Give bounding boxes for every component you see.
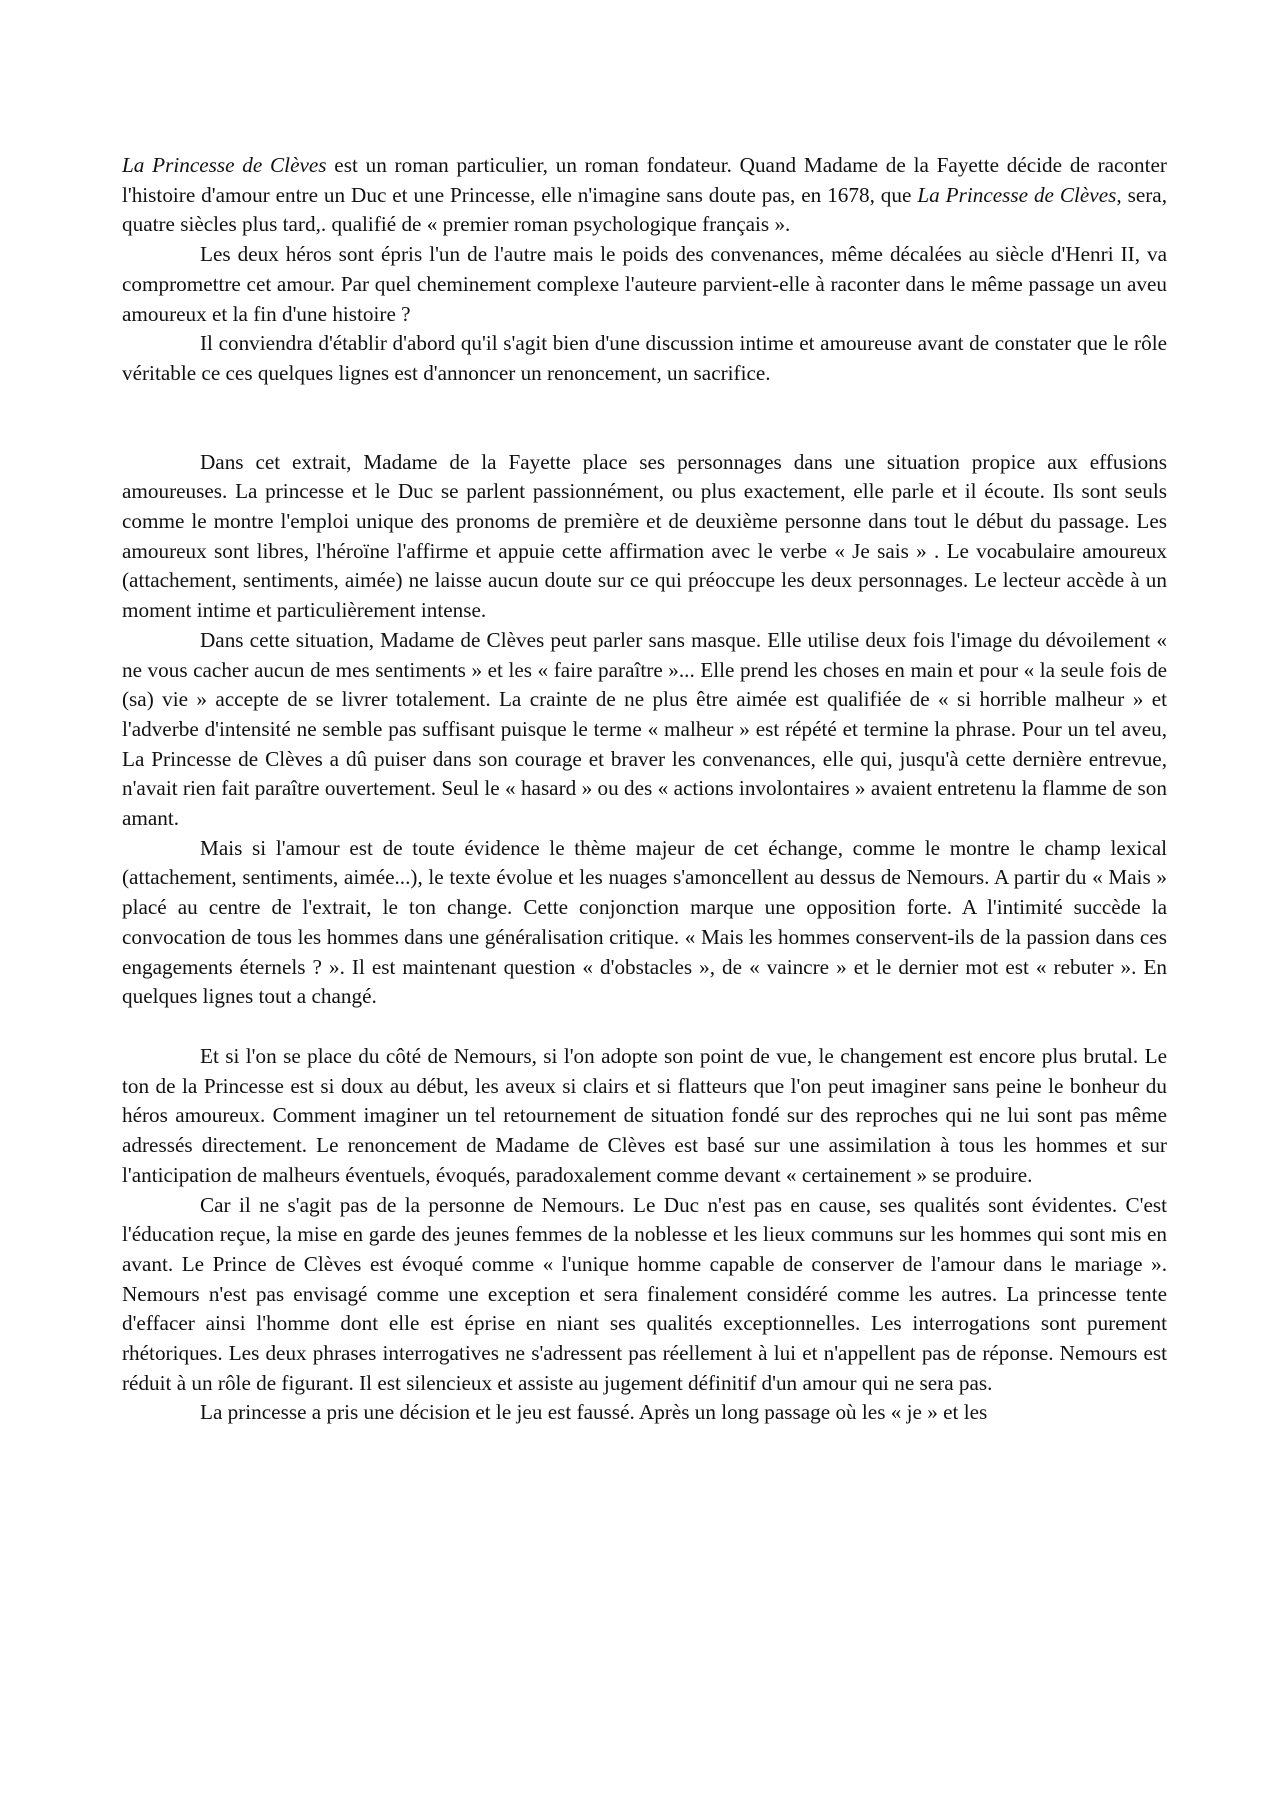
section-gap	[122, 389, 1167, 448]
intro-paragraph-2: Les deux héros sont épris l'un de l'autre mais le poids des convenances, même décalées au siècle d'Henri II, va compromettre cet amour. Par quel cheminement complexe l'auteure parvient-elle à raconter dans le même passage un aveu amoureux et la fin d'une histoire ?	[122, 242, 1167, 326]
intro-paragraph-1: La Princesse de Clèves est un roman particulier, un roman fondateur. Quand Madame de la Fayette décide de raconter l'histoire d'amour entre un Duc et une Princesse, elle n'imagine sans doute pas, en 1678, que La Princesse de Clèves, sera, quatre siècles plus tard,. qualifié de « premier roman psychologique français ».	[122, 153, 1167, 237]
essay-text	[122, 151, 1167, 1428]
novel-title: La Princesse de Clèves	[917, 182, 1117, 207]
part2-paragraph-1: Et si l'on se place du côté de Nemours, si l'on adopte son point de vue, le changement est encore plus brutal. Le ton de la Princesse est si doux au début, les aveux si clairs et si flatteurs que l'on peut imaginer sans peine le bonheur du héros amoureux. Comment imaginer un tel retournement de situation fondé sur des reproches qui ne lui sont pas même adressés directement. Le renoncement de Madame de Clèves est basé sur une assimilation à tous les hommes et sur l'anticipation de malheurs éventuels, évoqués, paradoxalement comme devant « certainement » se produire.	[122, 1043, 1167, 1187]
part2-paragraph-3: La princesse a pris une décision et le jeu est faussé. Après un long passage où les « je » et les	[200, 1400, 988, 1425]
novel-title: La Princesse de Clèves	[122, 153, 327, 177]
part2-paragraph-2: Car il ne s'agit pas de la personne de Nemours. Le Duc n'est pas en cause, ses qualités sont évidentes. C'est l'éducation reçue, la mise en garde des jeunes femmes de la noblesse et les lieux communs sur les hommes qui sont mis en avant. Le Prince de Clèves est évoqué comme « l'unique homme capable de conserver de l'amour dans le mariage ». Nemours n'est pas envisagé comme une exception et sera finalement considéré comme les autres. La princesse tente d'effacer ainsi l'homme dont elle est éprise en niant ses qualités exceptionnelles. Les interrogations sont purement rhétoriques. Les deux phrases interrogatives ne s'adressent pas réellement à lui et n'appellent pas de réponse. Nemours est réduit à un rôle de figurant. Il est silencieux et assiste au jugement définitif d'un amour qui ne sera pas.	[122, 1192, 1167, 1395]
part1-paragraph-1: Dans cet extrait, Madame de la Fayette place ses personnages dans une situation propice aux effusions amoureuses. La princesse et le Duc se parlent passionnément, ou plus exactement, elle parle et il écoute. Ils sont seuls comme le montre l'emploi unique des pronoms de première et de deuxième personne dans tout le début du passage. Les amoureux sont libres, l'héroïne l'affirme et appuie cette affirmation avec le verbe « Je sais » . Le vocabulaire amoureux (attachement, sentiments, aimée) ne laisse aucun doute sur ce qui préoccupe les deux personnages. Le lecteur accède à un moment intime et particulièrement intense.	[122, 449, 1167, 623]
part1-paragraph-3: Mais si l'amour est de toute évidence le thème majeur de cet échange, comme le montre le champ lexical (attachement, sentiments, aimée...), le texte évolue et les nuages s'amoncellent au dessus de Nemours. A partir du « Mais » placé au centre de l'extrait, le ton change. Cette conjonction marque une opposition forte. A l'intimité succède la convocation de tous les hommes dans une généralisation critique. « Mais les hommes conservent-ils de la passion dans ces engagements éternels ? ». Il est maintenant question « d'obstacles », de « vaincre » et le dernier mot est « rebuter ». En quelques lignes tout a changé.	[122, 835, 1167, 1009]
intro-paragraph-3: Il conviendra d'établir d'abord qu'il s'agit bien d'une discussion intime et amoureuse avant de constater que le rôle véritable ce ces quelques lignes est d'annoncer un renoncement, un sacrifice.	[122, 331, 1167, 385]
part1-paragraph-2: Dans cette situation, Madame de Clèves peut parler sans masque. Elle utilise deux fois l'image du dévoilement « ne vous cacher aucun de mes sentiments » et les « faire paraître »... Elle prend les choses en main et pour « la seule fois de (sa) vie » accepte de se livrer totalement. La crainte de ne plus être aimée est qualifiée de « si horrible malheur » et l'adverbe d'intensité ne semble pas suffisant puisque le terme « malheur » est répété et termine la phrase. Pour un tel aveu, La Princesse de Clèves a dû puiser dans son courage et braver les convenances, elle qui, jusqu'à cette dernière entrevue, n'avait rien fait paraître ouvertement. Seul le « hasard » ou des « actions involontaires » avaient entretenu la flamme de son amant.	[122, 627, 1167, 831]
section-gap	[122, 1012, 1167, 1042]
